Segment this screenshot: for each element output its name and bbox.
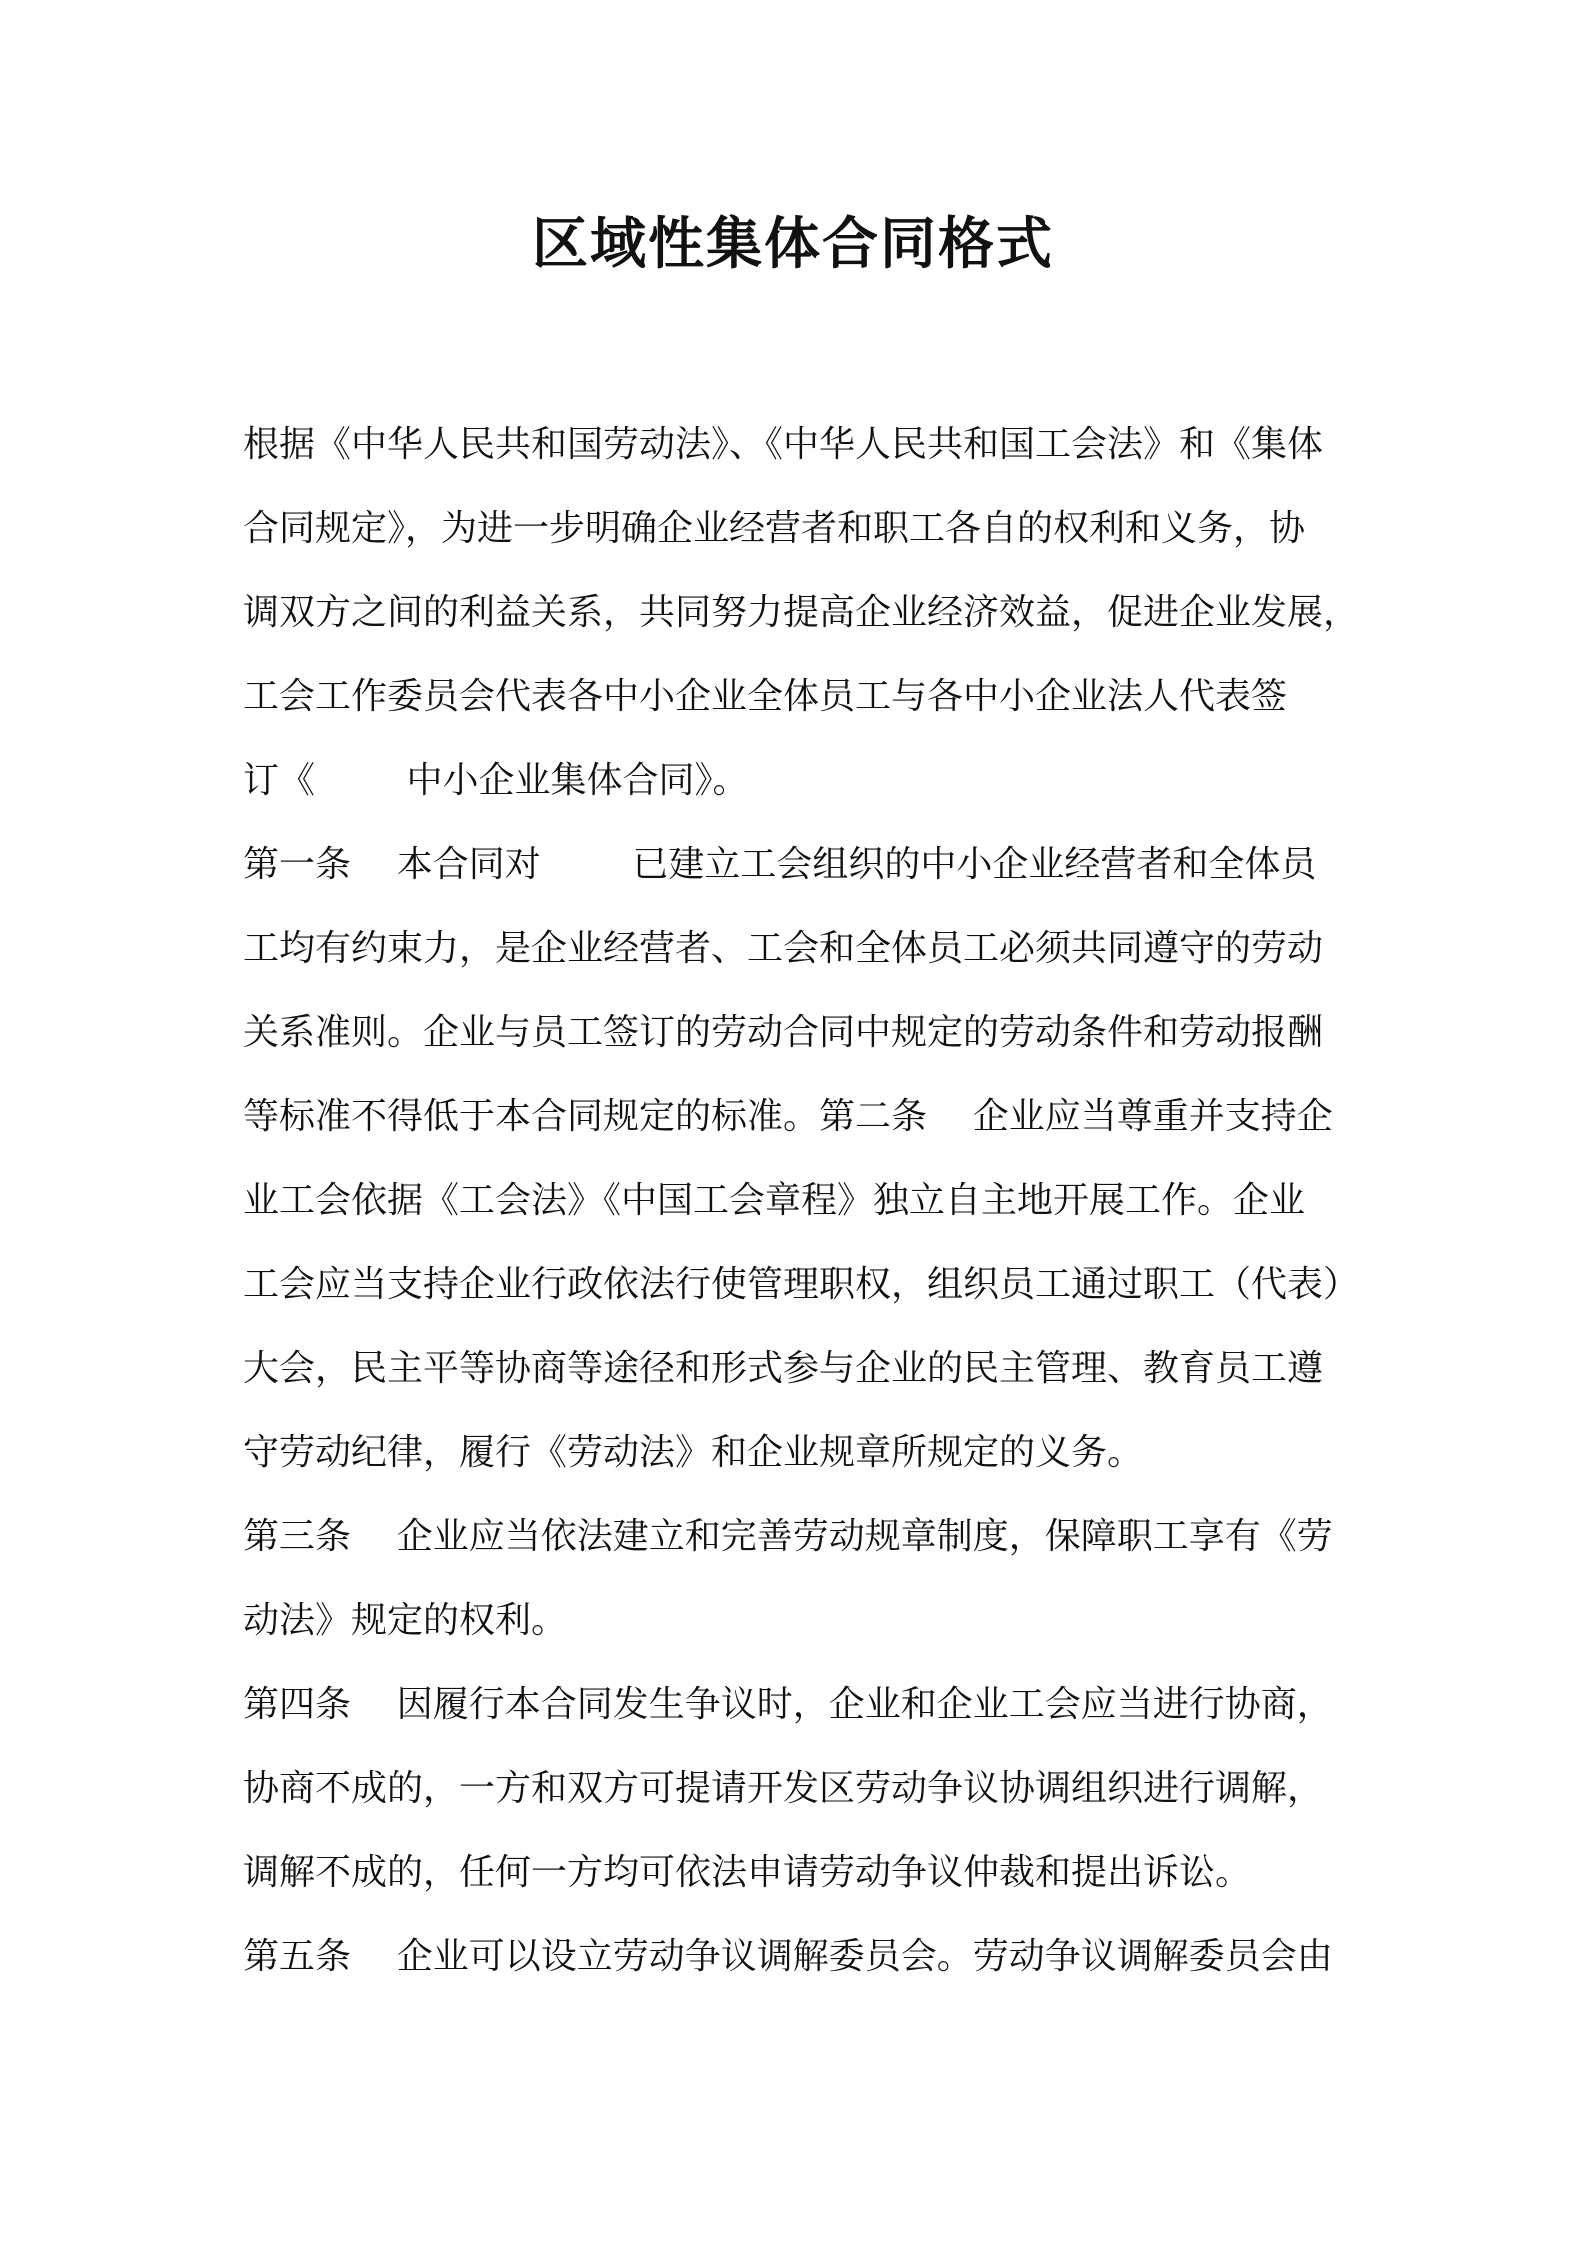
body-line: 工均有约束力，是企业经营者、工会和全体员工必须共同遵守的劳动 bbox=[243, 928, 1324, 969]
body-line: 大会，民主平等协商等途径和形式参与企业的民主管理、教育员工遵 bbox=[243, 1348, 1324, 1389]
body-line: 守劳动纪律，履行《劳动法》和企业规章所规定的义务。 bbox=[243, 1432, 1144, 1473]
article-4-line: 第四条 因履行本合同发生争议时，企业和企业工会应当进行协商， bbox=[243, 1684, 1333, 1725]
body-line: 合同规定》，为进一步明确企业经营者和职工各自的权利和义务，协 bbox=[243, 508, 1306, 549]
body-line: 动法》规定的权利。 bbox=[243, 1600, 568, 1641]
article-5-line: 第五条 企业可以设立劳动争议调解委员会。劳动争议调解委员会由 bbox=[243, 1936, 1333, 1977]
body-line: 根据《中华人民共和国劳动法》、《中华人民共和国工会法》和《集体 bbox=[243, 424, 1324, 465]
body-line: 工会应当支持企业行政依法行使管理职权，组织员工通过职工（代表） bbox=[243, 1264, 1360, 1305]
document-body bbox=[243, 403, 1363, 1999]
article-3-line: 第三条 企业应当依法建立和完善劳动规章制度，保障职工享有《劳 bbox=[243, 1516, 1333, 1557]
body-line: 工会工作委员会代表各中小企业全体员工与各中小企业法人代表签 bbox=[243, 676, 1288, 717]
body-line: 协商不成的，一方和双方可提请开发区劳动争议协调组织进行调解， bbox=[243, 1768, 1324, 1809]
document-title: 区域性集体合同格式 bbox=[532, 212, 1054, 277]
body-line: 调解不成的，任何一方均可依法申请劳动争议仲裁和提出诉讼。 bbox=[243, 1852, 1252, 1893]
body-line: 关系准则。企业与员工签订的劳动合同中规定的劳动条件和劳动报酬 bbox=[243, 1012, 1324, 1053]
body-line: 订《 中小企业集体合同》。 bbox=[243, 760, 749, 801]
article-2-line: 等标准不得低于本合同规定的标准。第二条 企业应当尊重并支持企 bbox=[243, 1096, 1333, 1137]
body-line: 业工会依据《工会法》《中国工会章程》独立自主地开展工作。企业 bbox=[243, 1180, 1306, 1221]
body-line: 调双方之间的利益关系，共同努力提高企业经济效益，促进企业发展， bbox=[243, 592, 1360, 633]
article-1-line: 第一条 本合同对 已建立工会组织的中小企业经营者和全体员 bbox=[243, 844, 1317, 885]
